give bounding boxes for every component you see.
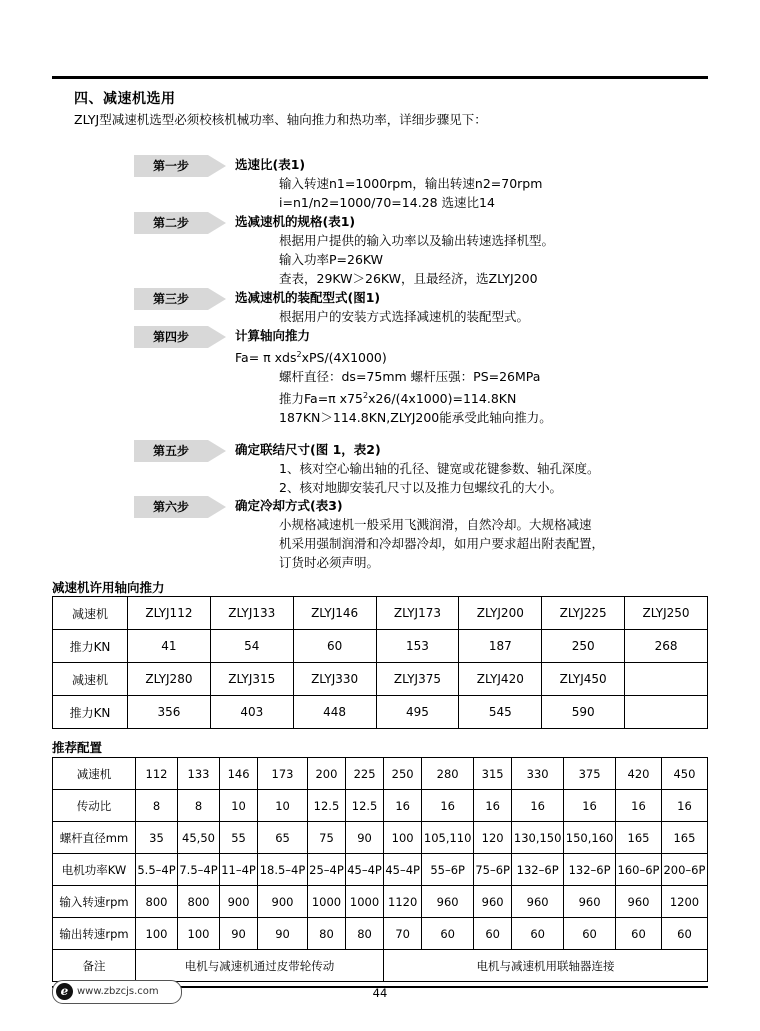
config-r0c5: 200	[307, 758, 345, 790]
step-line-4-2: 推力Fa=π $x75^2x26/(4x1000)=114.8KN$	[279, 391, 517, 407]
config-r2c12: 165	[616, 822, 662, 854]
step-line-5-2: 2、核对地脚安装孔尺寸以及推力包螺纹孔的大小。	[279, 480, 562, 495]
config-r0c10: 330	[512, 758, 564, 790]
config-r1c1: 8	[136, 790, 178, 822]
thrust-r1c2: 54	[210, 630, 293, 663]
step-line-3-1: 根据用户的安装方式选择减速机的装配型式。	[279, 309, 530, 324]
table-row	[53, 854, 708, 886]
step-arrow-2	[134, 212, 226, 234]
config-r3c1: 5.5–4P	[136, 854, 178, 886]
config-r2c3: 55	[220, 822, 258, 854]
config-r5c3: 90	[220, 918, 258, 950]
step-line-2-3: 查表，29KW＞26KW，且最经济，选ZLYJ200	[279, 271, 538, 286]
step-label-1: 第一步	[152, 159, 189, 173]
thrust-r2c1: ZLYJ280	[128, 663, 211, 696]
step-body-4	[235, 326, 552, 427]
config-r4c0: 输入转速rpm	[53, 886, 136, 918]
section-title: 四、减速机选用	[74, 91, 176, 107]
thrust-r0c7: ZLYJ250	[625, 597, 708, 630]
thrust-r0c3: ZLYJ146	[293, 597, 376, 630]
config-r4c4: 900	[258, 886, 308, 918]
thrust-r2c3: ZLYJ330	[293, 663, 376, 696]
step-label-2: 第二步	[152, 216, 189, 230]
config-r5c11: 60	[564, 918, 616, 950]
config-r3c3: 11–4P	[220, 854, 258, 886]
config-r5c0: 输出转速rpm	[53, 918, 136, 950]
config-r3c12: 160–6P	[616, 854, 662, 886]
config-r0c2: 133	[178, 758, 220, 790]
config-r1c0: 传动比	[53, 790, 136, 822]
config-r3c5: 25–4P	[307, 854, 345, 886]
step-body-2	[235, 212, 554, 288]
config-r5c12: 60	[616, 918, 662, 950]
config-r3c9: 75–6P	[474, 854, 512, 886]
step-label-6: 第六步	[152, 500, 189, 514]
config-note-right: 电机与减速机用联轴器连接	[384, 950, 708, 982]
config-r3c2: 7.5–4P	[178, 854, 220, 886]
step-line-2-1: 根据用户提供的输入功率以及输出转速选择机型。	[279, 233, 555, 248]
config-r3c7: 45–4P	[384, 854, 422, 886]
config-r0c6: 225	[346, 758, 384, 790]
config-r2c5: 75	[307, 822, 345, 854]
config-r5c8: 60	[422, 918, 474, 950]
config-r5c9: 60	[474, 918, 512, 950]
thrust-r3c6: 590	[542, 696, 625, 729]
table-row	[53, 822, 708, 854]
step-label-3: 第三步	[152, 292, 189, 306]
thrust-r2c0: 减速机	[53, 663, 128, 696]
step-line-1-1: 输入转速n1=1000rpm，输出转速n2=70rpm	[279, 176, 543, 191]
config-r3c8: 55–6P	[422, 854, 474, 886]
config-r5c6: 80	[346, 918, 384, 950]
config-r0c8: 280	[422, 758, 474, 790]
config-r1c2: 8	[178, 790, 220, 822]
thrust-r0c4: ZLYJ173	[376, 597, 459, 630]
config-r1c3: 10	[220, 790, 258, 822]
config-r1c4: 10	[258, 790, 308, 822]
config-r3c0: 电机功率KW	[53, 854, 136, 886]
thrust-r0c6: ZLYJ225	[542, 597, 625, 630]
config-r4c10: 960	[512, 886, 564, 918]
config-r2c8: 105,110	[422, 822, 474, 854]
table-row	[53, 597, 708, 630]
step-label-4: 第四步	[152, 330, 189, 344]
table-row	[53, 696, 708, 729]
config-r2c9: 120	[474, 822, 512, 854]
config-r1c13: 16	[661, 790, 707, 822]
config-note-left: 电机与减速机通过皮带轮传动	[136, 950, 384, 982]
config-r1c7: 16	[384, 790, 422, 822]
config-r4c2: 800	[178, 886, 220, 918]
config-r0c0: 减速机	[53, 758, 136, 790]
step-line-4-1: 螺杆直径：ds=75mm 螺杆压强：PS=26MPa	[279, 369, 541, 385]
table-row	[53, 663, 708, 696]
thrust-r3c3: 448	[293, 696, 376, 729]
step-body-3	[235, 288, 529, 326]
config-r1c10: 16	[512, 790, 564, 822]
config-table-title: 推荐配置	[52, 740, 103, 755]
step-body-6	[235, 496, 604, 572]
config-r3c11: 132–6P	[564, 854, 616, 886]
thrust-r2c2: ZLYJ315	[210, 663, 293, 696]
table-row	[53, 790, 708, 822]
config-r4c13: 1200	[661, 886, 707, 918]
top-rule	[52, 76, 708, 79]
table-row	[53, 886, 708, 918]
table-row	[53, 918, 708, 950]
config-r0c4: 173	[258, 758, 308, 790]
config-r3c13: 200–6P	[661, 854, 707, 886]
thrust-r0c0: 减速机	[53, 597, 128, 630]
step-line-5-1: 1、核对空心输出轴的孔径、键宽或花键参数、轴孔深度。	[279, 461, 600, 476]
thrust-r3c5: 545	[459, 696, 542, 729]
step-head-4: 计算轴向推力	[235, 328, 311, 343]
step-arrow-6	[134, 496, 226, 518]
config-r4c12: 960	[616, 886, 662, 918]
thrust-r0c5: ZLYJ200	[459, 597, 542, 630]
config-r4c5: 1000	[307, 886, 345, 918]
config-r2c13: 165	[661, 822, 707, 854]
thrust-r2c7	[625, 663, 708, 696]
config-r0c12: 420	[616, 758, 662, 790]
step-formula-4: Fa= π xds$^2$xPS/(4X1000)	[235, 350, 387, 366]
step-arrow-3	[134, 288, 226, 310]
step-head-3: 选减速机的装配型式(图1)	[235, 290, 381, 305]
section-intro: ZLYJ型减速机选型必须校核机械功率、轴向推力和热功率，详细步骤见下：	[74, 112, 487, 127]
thrust-r1c1: 41	[128, 630, 211, 663]
footer-url[interactable]: www.zbzcjs.com	[77, 986, 159, 997]
config-r1c9: 16	[474, 790, 512, 822]
config-r5c13: 60	[661, 918, 707, 950]
config-r2c4: 65	[258, 822, 308, 854]
step-arrow-1	[134, 155, 226, 177]
thrust-r2c4: ZLYJ375	[376, 663, 459, 696]
thrust-r0c2: ZLYJ133	[210, 597, 293, 630]
config-r4c3: 900	[220, 886, 258, 918]
step-arrow-4	[134, 326, 226, 348]
config-r0c13: 450	[661, 758, 707, 790]
config-r2c0: 螺杆直径mm	[53, 822, 136, 854]
step-head-1: 选速比(表1)	[235, 157, 306, 172]
table-row	[53, 758, 708, 790]
config-r1c5: 12.5	[307, 790, 345, 822]
config-r2c2: 45,50	[178, 822, 220, 854]
logo-e-icon: e	[56, 983, 73, 1000]
thrust-table-title: 减速机许用轴向推力	[52, 580, 165, 595]
config-r5c2: 100	[178, 918, 220, 950]
config-r5c7: 70	[384, 918, 422, 950]
config-table	[52, 757, 708, 982]
thrust-r1c5: 187	[459, 630, 542, 663]
step-line-6-3: 订货时必须声明。	[279, 555, 380, 570]
config-r4c6: 1000	[346, 886, 384, 918]
config-r0c1: 112	[136, 758, 178, 790]
config-note-label: 备注	[53, 950, 136, 982]
config-r1c8: 16	[422, 790, 474, 822]
step-body-5	[235, 440, 599, 497]
table-row-note	[53, 950, 708, 982]
config-r0c9: 315	[474, 758, 512, 790]
config-r4c8: 960	[422, 886, 474, 918]
config-r4c9: 960	[474, 886, 512, 918]
step-head-2: 选减速机的规格(表1)	[235, 214, 356, 229]
step-line-1-2: i=n1/n2=1000/70=14.28 选速比14	[279, 195, 495, 210]
step-line-2-2: 输入功率P=26KW	[279, 252, 384, 267]
config-r5c4: 90	[258, 918, 308, 950]
config-r0c3: 146	[220, 758, 258, 790]
config-r0c11: 375	[564, 758, 616, 790]
thrust-r1c7: 268	[625, 630, 708, 663]
step-line-6-1: 小规格减速机一般采用飞溅润滑，自然冷却。大规格减速	[279, 517, 592, 532]
config-r2c7: 100	[384, 822, 422, 854]
thrust-r1c0: 推力KN	[53, 630, 128, 663]
config-r4c1: 800	[136, 886, 178, 918]
thrust-r3c1: 356	[128, 696, 211, 729]
thrust-table	[52, 596, 708, 729]
config-r5c5: 80	[307, 918, 345, 950]
thrust-r1c6: 250	[542, 630, 625, 663]
thrust-r3c2: 403	[210, 696, 293, 729]
step-head-6: 确定冷却方式(表3)	[235, 498, 343, 513]
config-r3c6: 45–4P	[346, 854, 384, 886]
config-r1c11: 16	[564, 790, 616, 822]
step-body-1	[235, 155, 542, 212]
config-r3c10: 132–6P	[512, 854, 564, 886]
thrust-r1c4: 153	[376, 630, 459, 663]
page-number: 44	[372, 986, 388, 1000]
thrust-r0c1: ZLYJ112	[128, 597, 211, 630]
step-arrow-5	[134, 440, 226, 462]
thrust-r3c0: 推力KN	[53, 696, 128, 729]
config-r3c4: 18.5–4P	[258, 854, 308, 886]
config-r2c10: 130,150	[512, 822, 564, 854]
step-line-4-3: 187KN＞114.8KN,ZLYJ200能承受此轴向推力。	[279, 410, 552, 426]
thrust-r3c7	[625, 696, 708, 729]
table-row	[53, 630, 708, 663]
config-r5c10: 60	[512, 918, 564, 950]
step-head-5: 确定联结尺寸(图 1，表2)	[235, 442, 381, 457]
config-r2c6: 90	[346, 822, 384, 854]
step-label-5: 第五步	[152, 444, 189, 458]
thrust-r1c3: 60	[293, 630, 376, 663]
config-r1c6: 12.5	[346, 790, 384, 822]
config-r4c7: 1120	[384, 886, 422, 918]
config-r1c12: 16	[616, 790, 662, 822]
thrust-r3c4: 495	[376, 696, 459, 729]
config-r2c11: 150,160	[564, 822, 616, 854]
thrust-r2c6: ZLYJ450	[542, 663, 625, 696]
config-r0c7: 250	[384, 758, 422, 790]
config-r2c1: 35	[136, 822, 178, 854]
thrust-r2c5: ZLYJ420	[459, 663, 542, 696]
config-r5c1: 100	[136, 918, 178, 950]
step-line-6-2: 机采用强制润滑和冷却器冷却，如用户要求超出附表配置，	[279, 536, 605, 551]
config-r4c11: 960	[564, 886, 616, 918]
